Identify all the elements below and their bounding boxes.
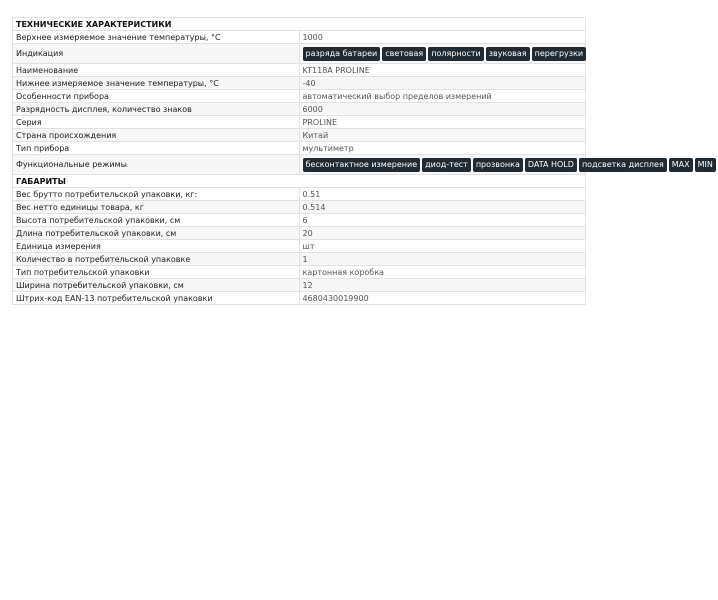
spec-value: картонная коробка <box>299 266 586 279</box>
spec-row <box>13 266 586 279</box>
spec-value: 0.514 <box>299 201 586 214</box>
spec-tag[interactable]: звуковая <box>486 47 530 61</box>
spec-tag[interactable]: подсветка дисплея <box>579 158 667 172</box>
spec-tag[interactable]: полярности <box>428 47 484 61</box>
spec-name: Индикация <box>13 44 300 64</box>
spec-name: Страна происхождения <box>13 129 300 142</box>
spec-value: 6000 <box>299 103 586 116</box>
spec-row <box>13 240 586 253</box>
spec-row <box>13 90 586 103</box>
spec-row <box>13 279 586 292</box>
spec-row <box>13 44 586 64</box>
spec-name: Нижнее измеряемое значение температуры, °C <box>13 77 300 90</box>
spec-row <box>13 201 586 214</box>
specifications-body <box>13 18 713 305</box>
spec-value: автоматический выбор пределов измерений <box>299 90 586 103</box>
spec-value: 12 <box>299 279 586 292</box>
spec-tag[interactable]: прозвонка <box>473 158 523 172</box>
spec-name: Длина потребительской упаковки, см <box>13 227 300 240</box>
spec-name: Тип прибора <box>13 142 300 155</box>
spec-row <box>13 253 586 266</box>
spec-row <box>13 103 586 116</box>
spec-tag[interactable]: DATA HOLD <box>525 158 577 172</box>
spec-tag[interactable]: перегрузки <box>532 47 586 61</box>
spec-tag[interactable]: MAX <box>669 158 693 172</box>
spec-row <box>13 64 586 77</box>
spec-name: Единица измерения <box>13 240 300 253</box>
spec-name: Особенности прибора <box>13 90 300 103</box>
spec-row <box>13 292 586 305</box>
spec-value: 1000 <box>299 31 586 44</box>
section-header <box>13 18 586 31</box>
spec-row <box>13 77 586 90</box>
spec-value: Китай <box>299 129 586 142</box>
spec-name: Функциональные режимы <box>13 155 300 175</box>
spec-value: 0.51 <box>299 188 586 201</box>
spec-row <box>13 214 586 227</box>
spec-name: Верхнее измеряемое значение температуры, °C <box>13 31 300 44</box>
spec-value: 4680430019900 <box>299 292 586 305</box>
spec-value: 6 <box>299 214 586 227</box>
spec-tag[interactable]: световая <box>382 47 426 61</box>
spec-value: -40 <box>299 77 586 90</box>
spec-name: Ширина потребительской упаковки, см <box>13 279 300 292</box>
spec-name: Разрядность дисплея, количество знаков <box>13 103 300 116</box>
specifications-table <box>12 17 713 305</box>
spec-tag[interactable]: MIN <box>695 158 716 172</box>
spec-name: Серия <box>13 116 300 129</box>
spec-tag-list <box>299 44 586 64</box>
spec-row <box>13 155 586 175</box>
spec-value: PROLINE <box>299 116 586 129</box>
spec-row <box>13 116 586 129</box>
spec-row <box>13 31 586 44</box>
spec-row <box>13 188 586 201</box>
section-header <box>13 175 586 188</box>
spec-value: KT118A PROLINE <box>299 64 586 77</box>
spec-row <box>13 142 586 155</box>
spec-name: Тип потребительской упаковки <box>13 266 300 279</box>
spec-value: 20 <box>299 227 586 240</box>
spec-row <box>13 129 586 142</box>
spec-name: Наименование <box>13 64 300 77</box>
section-title: ТЕХНИЧЕСКИЕ ХАРАКТЕРИСТИКИ <box>13 18 586 31</box>
spec-name: Штрих-код EAN-13 потребительской упаковки <box>13 292 300 305</box>
spec-name: Вес брутто потребительской упаковки, кг: <box>13 188 300 201</box>
spec-row <box>13 227 586 240</box>
spec-value: мультиметр <box>299 142 586 155</box>
spec-tag[interactable]: разряда батареи <box>303 47 381 61</box>
spec-name: Количество в потребительской упаковке <box>13 253 300 266</box>
spec-value: шт <box>299 240 586 253</box>
spec-tag-list <box>299 155 713 175</box>
section-title: ГАБАРИТЫ <box>13 175 586 188</box>
spec-name: Высота потребительской упаковки, см <box>13 214 300 227</box>
spec-tag[interactable]: бесконтактное измерение <box>303 158 421 172</box>
spec-tag[interactable]: диод-тест <box>422 158 471 172</box>
spec-value: 1 <box>299 253 586 266</box>
spec-name: Вес нетто единицы товара, кг <box>13 201 300 214</box>
